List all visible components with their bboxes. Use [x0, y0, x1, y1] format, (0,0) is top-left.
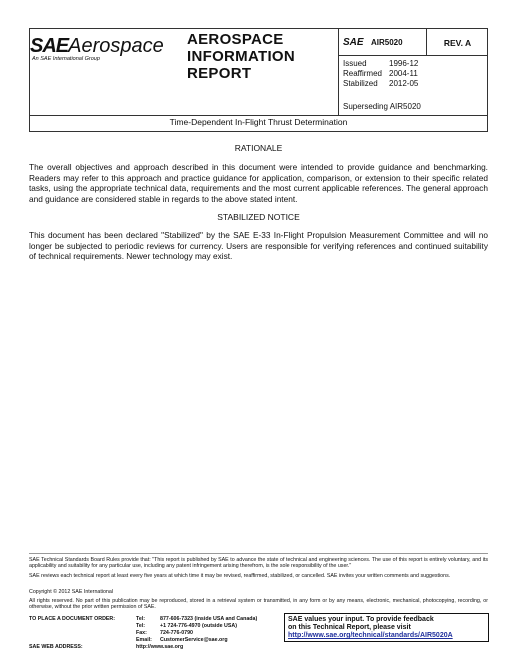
- document-number-cell: [338, 29, 427, 56]
- order-key: Email:: [136, 637, 152, 643]
- order-row: [136, 623, 237, 629]
- report-type-line: AEROSPACE: [187, 31, 284, 48]
- rationale-heading: RATIONALE: [234, 143, 283, 153]
- order-key: Fax:: [136, 630, 147, 636]
- order-row: [136, 616, 257, 622]
- order-key: Tel:: [136, 623, 146, 629]
- logo-sae-text: SAE: [30, 35, 69, 57]
- footer-policy-text: SAE Technical Standards Board Rules provide that: "This report is published by SAE to advance the state of technical and engineering sciences. The use of this report is entirely voluntary, and its applicability and suitability for any particular use, including any patent infringement arising therefrom, is the sole responsibility of the user.": [29, 557, 488, 570]
- order-value: +1 724-776-4970 (outside USA): [160, 623, 237, 629]
- document-number: AIR5020: [371, 38, 403, 47]
- feedback-box: [284, 613, 489, 642]
- order-value: 877-606-7323 (inside USA and Canada): [160, 616, 258, 622]
- footer-review-text: SAE reviews each technical report at least every five years at which time it may be revised, reaffirmed, stabilized, or cancelled. SAE invites your written comments and suggestions.: [29, 573, 451, 579]
- order-value: 724-776-0790: [160, 630, 193, 636]
- status-dates: [338, 56, 488, 115]
- feedback-text: on this Technical Report, please visit: [288, 624, 411, 631]
- status-row-reaffirmed: [343, 69, 418, 78]
- footer-rights-text: All rights reserved. No part of this publication may be reproduced, stored in a retrieval system or transmitted, in any form or by any means, electronic, mechanical, photocopying, recording, or otherwise, without the prior written permission of SAE.: [29, 598, 488, 611]
- order-label: TO PLACE A DOCUMENT ORDER:: [29, 616, 116, 622]
- superseding-note: Superseding AIR5020: [343, 102, 421, 111]
- web-address-link[interactable]: http://www.sae.org: [136, 644, 184, 650]
- stabilized-notice-heading: STABILIZED NOTICE: [217, 212, 300, 222]
- logo-tagline: An SAE International Group: [32, 56, 100, 62]
- document-title: Time-Dependent In-Flight Thrust Determination: [29, 114, 488, 132]
- status-value: 2004-11: [389, 69, 418, 78]
- feedback-link[interactable]: http://www.sae.org/technical/standards/AIR5020A: [288, 632, 453, 639]
- status-label: Stabilized: [343, 79, 378, 88]
- report-type-line: REPORT: [187, 65, 252, 82]
- status-row-issued: [343, 59, 418, 68]
- status-row-stabilized: [343, 79, 418, 88]
- status-value: 2012-05: [389, 79, 419, 88]
- status-label: Issued: [343, 59, 367, 68]
- footer-copyright: Copyright © 2012 SAE International: [29, 589, 113, 595]
- report-type-title: [187, 31, 337, 82]
- rationale-paragraph: The overall objectives and approach described in this document were intended to provide guidance and benchmarking. Readers may refer to this approach and practice guidance for application, comparison, or extension to their specific related tasks, using the appropriate technical data, requirements and the most current applicable references. The general approach and guidance are considered stable in regards to the above stated intent.: [29, 162, 488, 204]
- status-value: 1996-12: [389, 59, 419, 68]
- web-address-label: SAE WEB ADDRESS:: [29, 644, 83, 650]
- sae-small-logo: SAE: [343, 37, 364, 48]
- stabilized-notice-paragraph: This document has been declared "Stabilized" by the SAE E-33 In-Flight Propulsion Measurement Committee and will no longer be subjected to periodic reviews for currency. Users are responsible for verifying references and continued suitability of technical requirements. Newer technology may exist.: [29, 230, 488, 261]
- order-email-link[interactable]: CustomerService@sae.org: [160, 637, 228, 643]
- footer-divider: [29, 553, 488, 554]
- sae-aerospace-logo: [30, 29, 180, 115]
- revision-cell: [426, 29, 488, 56]
- logo-aerospace-text: Aerospace: [68, 35, 164, 57]
- order-row: [136, 630, 193, 636]
- order-key: Tel:: [136, 616, 146, 622]
- report-type-line: INFORMATION: [187, 48, 296, 65]
- document-header: [29, 28, 488, 116]
- feedback-text: SAE values your input. To provide feedback: [288, 616, 434, 623]
- order-row: [136, 637, 228, 643]
- status-label: Reaffirmed: [343, 69, 382, 78]
- revision-label: REV. A: [443, 38, 472, 48]
